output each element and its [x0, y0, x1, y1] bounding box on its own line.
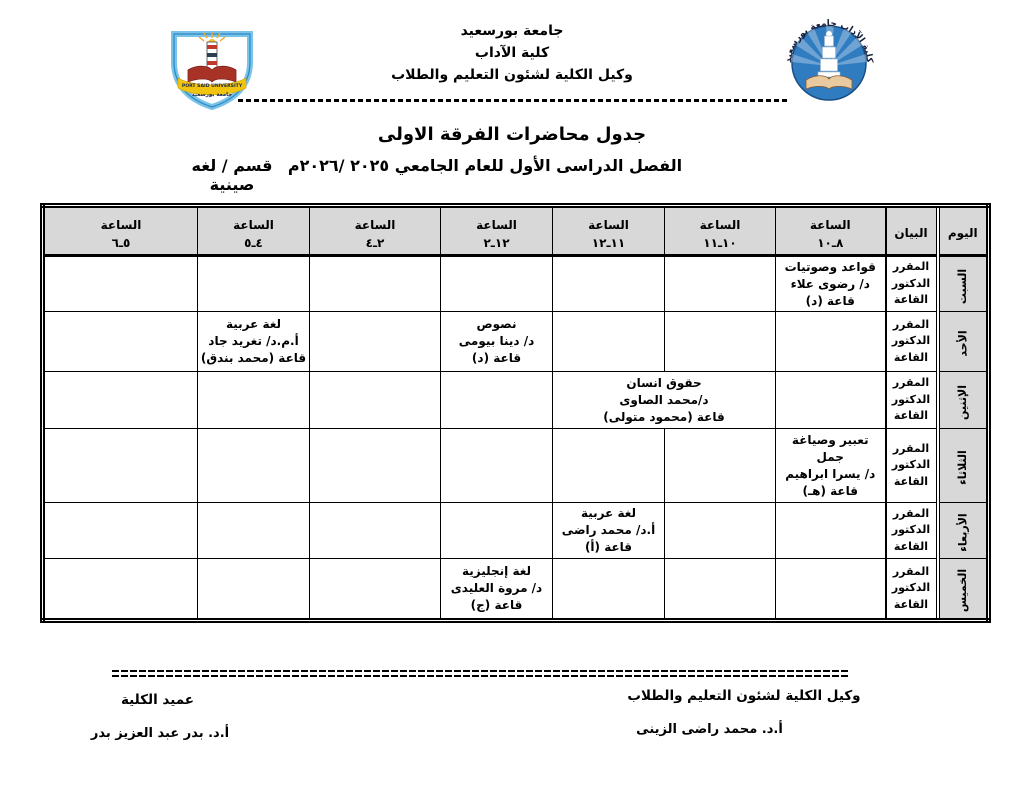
- hour-range: ٨ـ١٠: [817, 235, 844, 250]
- day-cell-sunday: [938, 312, 989, 372]
- lecturer-name: د/محمد الصاوى: [619, 392, 709, 407]
- letterhead-university: جامعة بورسعيد: [460, 23, 564, 39]
- row-monday: [43, 372, 989, 429]
- info-column-header: [886, 206, 938, 256]
- empty-cell: [310, 559, 441, 621]
- empty-cell: [310, 372, 441, 429]
- lecture-cell-thursday-12-2: [441, 559, 553, 621]
- course-name: لغة عربية: [580, 506, 637, 520]
- hour-range: ٢ـ٤: [365, 235, 385, 250]
- empty-cell: [310, 429, 441, 503]
- empty-cell: [665, 256, 776, 312]
- empty-cell: [776, 312, 886, 372]
- info-doctor-label: الدكتور: [891, 392, 931, 406]
- schedule-title: جدول محاضرات الفرقة الاولى: [377, 124, 647, 145]
- empty-cell: [310, 312, 441, 372]
- hour-range: ٥ـ٦: [111, 235, 131, 250]
- hour-header-5-6: [43, 206, 198, 256]
- semester-title: الفصل الدراسى الأول للعام الجامعي ٢٠٢٥ /٢٠٢٦م: [287, 156, 683, 175]
- empty-cell: [776, 503, 886, 559]
- day-label: الخميس: [956, 568, 970, 613]
- lighthouse-icon: [207, 42, 217, 70]
- footer-dean-title: عميد الكلية: [120, 692, 195, 708]
- empty-cell: [665, 503, 776, 559]
- hour-word: الساعة: [354, 217, 396, 232]
- info-cell-saturday: [886, 256, 938, 312]
- footer-vice-dean-name: أ.د. محمد راضى الزينى: [636, 722, 783, 737]
- hour-range: ١٢ـ٢: [483, 235, 510, 250]
- empty-cell: [441, 372, 553, 429]
- hour-header-12-2: [441, 206, 553, 256]
- letterhead-office: وكيل الكلية لشئون التعليم والطلاب: [391, 67, 633, 83]
- info-hall-label: القاعة: [893, 474, 929, 488]
- empty-cell: [441, 429, 553, 503]
- lecture-cell-saturday-8-10: [776, 256, 886, 312]
- day-cell-wednesday: [938, 503, 989, 559]
- lecturer-name: د/ مروة العليدى: [450, 581, 543, 595]
- course-name: لغة إنجليزية: [461, 564, 532, 578]
- empty-cell: [43, 429, 198, 503]
- day-cell-thursday: [938, 559, 989, 621]
- lecturer-name: د/ دينا بيومى: [458, 334, 535, 348]
- equals-divider: [112, 670, 848, 680]
- info-cell-monday: [886, 372, 938, 429]
- department-label: قسم / لغه صينية: [191, 156, 273, 194]
- empty-cell: [43, 372, 198, 429]
- info-course-label: المقرر: [892, 441, 930, 455]
- course-name: لغة عربية: [225, 317, 282, 331]
- empty-cell: [43, 312, 198, 372]
- course-name: قواعد وصوتيات: [784, 259, 876, 274]
- info-doctor-label: الدكتور: [891, 334, 931, 348]
- empty-cell: [553, 559, 665, 621]
- faculty-emblem-logo: [778, 4, 880, 104]
- info-cell-thursday: [886, 559, 938, 621]
- empty-cell: [553, 256, 665, 312]
- hall-name: قاعة (أ): [584, 540, 633, 554]
- info-hall-label: القاعة: [893, 293, 929, 307]
- hour-word: الساعة: [100, 217, 142, 232]
- day-label: الثلاثاء: [956, 450, 970, 485]
- day-cell-saturday: [938, 256, 989, 312]
- hour-header-11-12: [553, 206, 665, 256]
- day-label: السبت: [956, 268, 970, 304]
- banner-text: PORT SAID UNIVERSITY: [181, 84, 243, 89]
- empty-cell: [310, 503, 441, 559]
- course-name: حقوق انسان: [626, 375, 702, 390]
- lecture-cell-wednesday-11-12: [553, 503, 665, 559]
- lecture-cell-monday-10-12: [553, 372, 776, 429]
- hall-name: قاعة (محمود متولى): [603, 409, 725, 424]
- info-doctor-label: الدكتور: [891, 581, 931, 595]
- empty-cell: [43, 256, 198, 312]
- footer-dean-name: أ.د. بدر عبد العزيز بدر: [90, 726, 230, 741]
- schedule-table: [40, 203, 991, 623]
- hour-word: الساعة: [809, 217, 851, 232]
- empty-cell: [665, 312, 776, 372]
- row-tuesday: [43, 429, 989, 503]
- row-thursday: [43, 559, 989, 621]
- empty-cell: [665, 429, 776, 503]
- info-course-label: المقرر: [892, 260, 930, 274]
- course-name-line2: جمل: [816, 449, 844, 464]
- lecture-cell-sunday-4-5: [198, 312, 310, 372]
- lecturer-name: د/ يسرا ابراهيم: [785, 466, 876, 481]
- day-label: الإثنين: [956, 384, 970, 420]
- lecture-cell-sunday-12-2: [441, 312, 553, 372]
- empty-cell: [776, 559, 886, 621]
- hour-header-2-4: [310, 206, 441, 256]
- empty-cell: [553, 429, 665, 503]
- hour-range: ١١ـ١٢: [591, 235, 626, 250]
- footer-vice-dean-title: وكيل الكلية لشئون التعليم والطلاب: [627, 688, 861, 704]
- empty-cell: [441, 503, 553, 559]
- day-label: الأحد: [956, 330, 970, 357]
- empty-cell: [43, 503, 198, 559]
- empty-cell: [441, 256, 553, 312]
- letterhead: [312, 20, 712, 87]
- row-wednesday: [43, 503, 989, 559]
- hall-name: قاعة (محمد بندق): [200, 351, 307, 365]
- hour-range: ٤ـ٥: [244, 235, 263, 250]
- lecturer-name: أ.د/ محمد راضى: [561, 523, 656, 537]
- info-course-label: المقرر: [892, 317, 930, 331]
- day-cell-tuesday: [938, 429, 989, 503]
- info-doctor-label: الدكتور: [891, 458, 931, 472]
- hall-name: قاعة (هـ): [802, 483, 858, 498]
- hour-header-8-10: [776, 206, 886, 256]
- info-cell-tuesday: [886, 429, 938, 503]
- info-doctor-label: الدكتور: [891, 276, 931, 290]
- day-header-label: اليوم: [947, 225, 978, 240]
- row-sunday: [43, 312, 989, 372]
- dashed-divider: [238, 99, 790, 102]
- empty-cell: [310, 256, 441, 312]
- empty-cell: [198, 503, 310, 559]
- hall-name: قاعة (د): [471, 351, 522, 365]
- day-cell-monday: [938, 372, 989, 429]
- info-course-label: المقرر: [892, 376, 930, 390]
- course-name: تعبير وصياغة: [791, 432, 869, 447]
- info-hall-label: القاعة: [893, 350, 929, 364]
- empty-cell: [198, 559, 310, 621]
- lecture-cell-tuesday-8-10: [776, 429, 886, 503]
- row-saturday: [43, 256, 989, 312]
- hour-header-10-11: [665, 206, 776, 256]
- hour-header-4-5: [198, 206, 310, 256]
- info-hall-label: القاعة: [893, 597, 929, 611]
- day-label: الأربعاء: [956, 513, 970, 552]
- course-name: نصوص: [476, 317, 517, 331]
- table-header-row: [43, 206, 989, 256]
- info-header-label: البيان: [894, 225, 928, 240]
- emblem-arc-text: كلية الآداب جامعة بورسعيد: [783, 18, 875, 64]
- letterhead-faculty: كلية الآداب: [474, 45, 550, 61]
- empty-cell: [665, 559, 776, 621]
- empty-cell: [553, 312, 665, 372]
- empty-cell: [198, 256, 310, 312]
- lecturer-name: د/ رضوى علاء: [790, 276, 870, 291]
- day-column-header: [938, 206, 989, 256]
- banner-subtext: جامعة بورسعيد: [191, 92, 233, 98]
- info-cell-wednesday: [886, 503, 938, 559]
- hour-word: الساعة: [233, 217, 274, 232]
- empty-cell: [776, 372, 886, 429]
- info-course-label: المقرر: [892, 564, 930, 578]
- hour-word: الساعة: [588, 217, 629, 232]
- hour-word: الساعة: [699, 217, 741, 232]
- lecturer-name: أ.م.د/ تغريد جاد: [208, 334, 299, 348]
- info-doctor-label: الدكتور: [891, 523, 931, 537]
- info-course-label: المقرر: [892, 506, 930, 520]
- empty-cell: [198, 429, 310, 503]
- hour-range: ١٠ـ١١: [703, 235, 737, 250]
- hall-name: قاعة (د): [805, 293, 855, 308]
- empty-cell: [198, 372, 310, 429]
- info-hall-label: القاعة: [893, 409, 929, 423]
- hall-name: قاعة (ج): [470, 598, 523, 612]
- info-cell-sunday: [886, 312, 938, 372]
- empty-cell: [43, 559, 198, 621]
- hour-word: الساعة: [476, 217, 517, 232]
- info-hall-label: القاعة: [893, 539, 929, 553]
